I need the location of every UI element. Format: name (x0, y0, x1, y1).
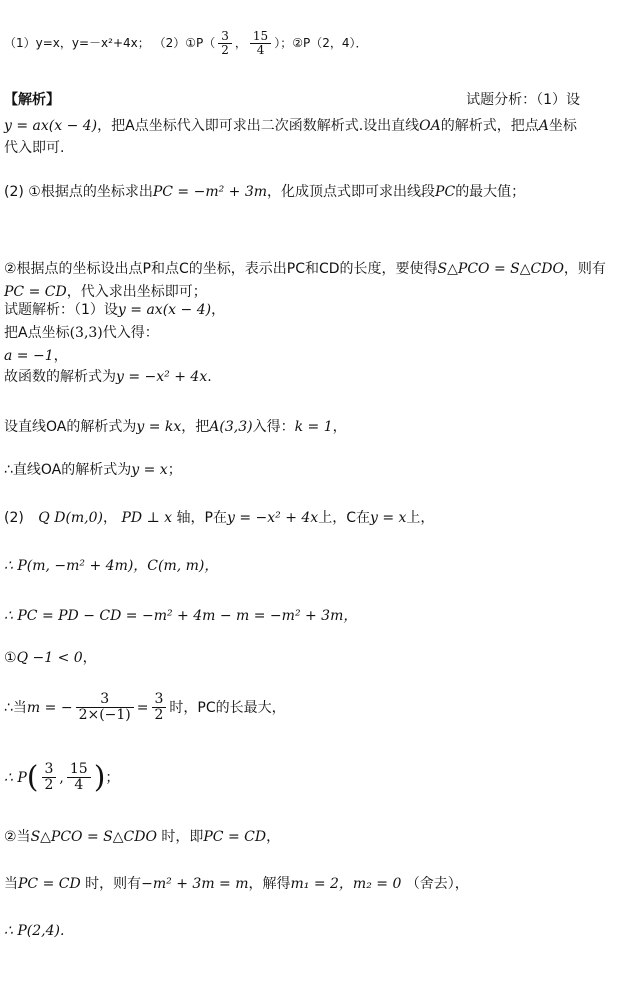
solution-text: 时，PC的长最大， (169, 699, 286, 716)
solution-text: ① (4, 650, 17, 666)
analysis-text: ②根据点的坐标设出点P和点C的坐标，表示出PC和CD的长度，要使得 (4, 261, 438, 277)
solution-line-11 (4, 692, 626, 724)
analysis-text: ，代入求出坐标即可； (66, 284, 207, 300)
solution-line-9: ∴ PC = PD − CD = −m² + 4m − m = −m² + 3m， (4, 608, 358, 624)
frac-num: 3 (218, 30, 232, 44)
solution-text: ， (82, 650, 97, 666)
math-expression: −m² + 3m = m (141, 876, 249, 892)
frac-den: 4 (74, 777, 84, 794)
frac-num: 3 (42, 762, 57, 778)
fraction (76, 692, 134, 724)
math-expression: y = −x² + 4x (226, 510, 319, 526)
math-expression: PC = CD (18, 876, 81, 892)
solution-line-12: ∴ P( $\frac{3}{2}$ , $\frac{15}{4}$ )； (4, 759, 120, 795)
frac-num: 3 (152, 692, 167, 708)
answer-line (4, 30, 626, 57)
frac-num: 3 (76, 692, 134, 708)
circled-two: ② (292, 36, 303, 51)
fraction (67, 762, 91, 794)
frac-num: 15 (250, 30, 271, 44)
math-expression: PC = CD (203, 829, 267, 845)
analysis-text: ，则有 (563, 261, 606, 277)
solution-text: 轴，P在 (176, 510, 227, 526)
solution-text: 试题解析：（1）设 (4, 302, 118, 318)
math-expression: y = ax(x − 4) (117, 302, 212, 318)
paren-open: ( (26, 759, 39, 795)
analysis-text: 坐标 (548, 118, 577, 134)
analysis-line-3 (4, 184, 626, 201)
frac-den: 2×(−1) (78, 707, 131, 724)
analysis-text: ，化成顶点式即可求出线段 (267, 184, 436, 200)
solution-text: ， (332, 419, 347, 435)
math-expression: k = 1 (294, 419, 333, 435)
math-expression: A(3,3) (209, 419, 253, 435)
frac-num: 15 (67, 762, 91, 778)
solution-text: 时，即 (161, 829, 204, 845)
solution-text: ， (103, 510, 118, 526)
solution-text: 入得： (252, 419, 295, 435)
analysis-header (4, 92, 626, 109)
solution-text: (2) (4, 510, 24, 526)
solution-line-13 (4, 829, 626, 846)
frac-den: 2 (44, 777, 54, 794)
analysis-line-2: 代入即可. (4, 140, 65, 156)
math-expression: m = − (26, 699, 73, 716)
solution-text: 把A点坐标 (4, 325, 70, 341)
solution-text: 代入得： (102, 325, 159, 341)
math-expression: ∴ P (4, 769, 27, 786)
solution-line-8: ∴ P(m, −m² + 4m)，C(m, m)， (4, 558, 219, 574)
answer-p-label: P（ (196, 36, 216, 51)
math-a: A (538, 118, 549, 134)
solution-line-10 (4, 650, 626, 667)
answer-part1-text: y=x，y=－x²+4x； (35, 36, 150, 51)
solution-text: ∴直线OA的解析式为 (4, 462, 132, 478)
analysis-line-4 (4, 261, 626, 278)
math-expression: (3,3) (69, 325, 103, 341)
solution-text: ，解得 (248, 876, 291, 892)
math-oa: OA (419, 118, 441, 134)
answer-close: ）； (274, 36, 293, 51)
solution-text: ， (53, 348, 68, 364)
analysis-line-5 (4, 284, 626, 301)
frac-den: 2 (221, 43, 229, 58)
solution-line-5 (4, 419, 626, 436)
solution-text: ； (105, 769, 120, 786)
analysis-text: 的最大值； (455, 184, 526, 200)
analysis-tag: 【解析】 (4, 92, 60, 108)
solution-text: 时，则有 (85, 876, 142, 892)
solution-text: . (207, 369, 212, 385)
solution-text: 设直线OA的解析式为 (4, 419, 137, 435)
math-expression: y = x (369, 510, 407, 526)
solution-text: ， (211, 302, 226, 318)
solution-text: ②当 (4, 829, 31, 845)
math-expression: y = ax(x − 4) (4, 118, 98, 134)
answer-p2-text: P（2，4）． (302, 36, 368, 51)
math-expression: PC = −m² + 3m (152, 184, 268, 200)
solution-text: ∴当 (4, 699, 27, 716)
analysis-heading: 试题分析：（1）设 (466, 92, 580, 108)
analysis-text: ，把A点坐标代入即可求出二次函数解析式.设出直线 (97, 118, 420, 134)
equals-sign: = (136, 699, 149, 716)
math-expression: y = x (131, 462, 168, 478)
analysis-text: 的解析式，把点 (440, 118, 539, 134)
fraction (152, 692, 167, 724)
frac-den: 4 (256, 43, 265, 58)
answer-fraction-x (218, 30, 232, 57)
math-expression: S△PCO = S△CDO (437, 261, 564, 277)
answer-comma: ， (234, 36, 247, 51)
paren-close: ) (93, 759, 106, 795)
math-expression: Q D(m,0) (38, 510, 104, 526)
math-expression: Q −1 < 0 (16, 650, 83, 666)
answer-part2-label: （2） (153, 36, 186, 51)
solution-text: 故函数的解析式为 (4, 369, 116, 385)
math-expression: S△PCO = S△CDO (30, 829, 157, 845)
math-expression: PC = CD (4, 284, 67, 300)
solution-line-14 (4, 876, 626, 893)
analysis-line-1 (4, 118, 626, 135)
math-expression: PD ⊥ x (121, 510, 173, 526)
solution-text: （舍去）， (405, 876, 469, 892)
solution-line-2 (4, 325, 626, 342)
solution-line-7 (4, 510, 626, 527)
answer-part1-label: （1） (4, 36, 36, 51)
frac-den: 2 (154, 707, 164, 724)
math-expression: m₁ = 2，m₂ = 0 (290, 876, 402, 892)
solution-line-3 (4, 348, 626, 365)
solution-text: 上，C在 (318, 510, 370, 526)
solution-text: ，把 (181, 419, 210, 435)
solution-text: ， (266, 829, 281, 845)
circled-one: ① (185, 36, 196, 51)
math-pc: PC (435, 184, 456, 200)
answer-fraction-y (250, 30, 271, 57)
solution-line-4 (4, 369, 626, 386)
solution-text: 上， (406, 510, 435, 526)
fraction (42, 762, 57, 794)
analysis-text: (2) ①根据点的坐标求出 (4, 184, 153, 200)
math-expression: a = −1 (4, 348, 54, 364)
solution-line-6 (4, 462, 626, 479)
solution-line-1 (4, 302, 626, 319)
math-expression: y = kx (136, 419, 182, 435)
solution-text: 当 (4, 876, 18, 892)
solution-text: ； (167, 462, 182, 478)
solution-line-15: ∴ P(2,4). (4, 923, 65, 939)
math-expression: y = −x² + 4x (116, 369, 208, 385)
